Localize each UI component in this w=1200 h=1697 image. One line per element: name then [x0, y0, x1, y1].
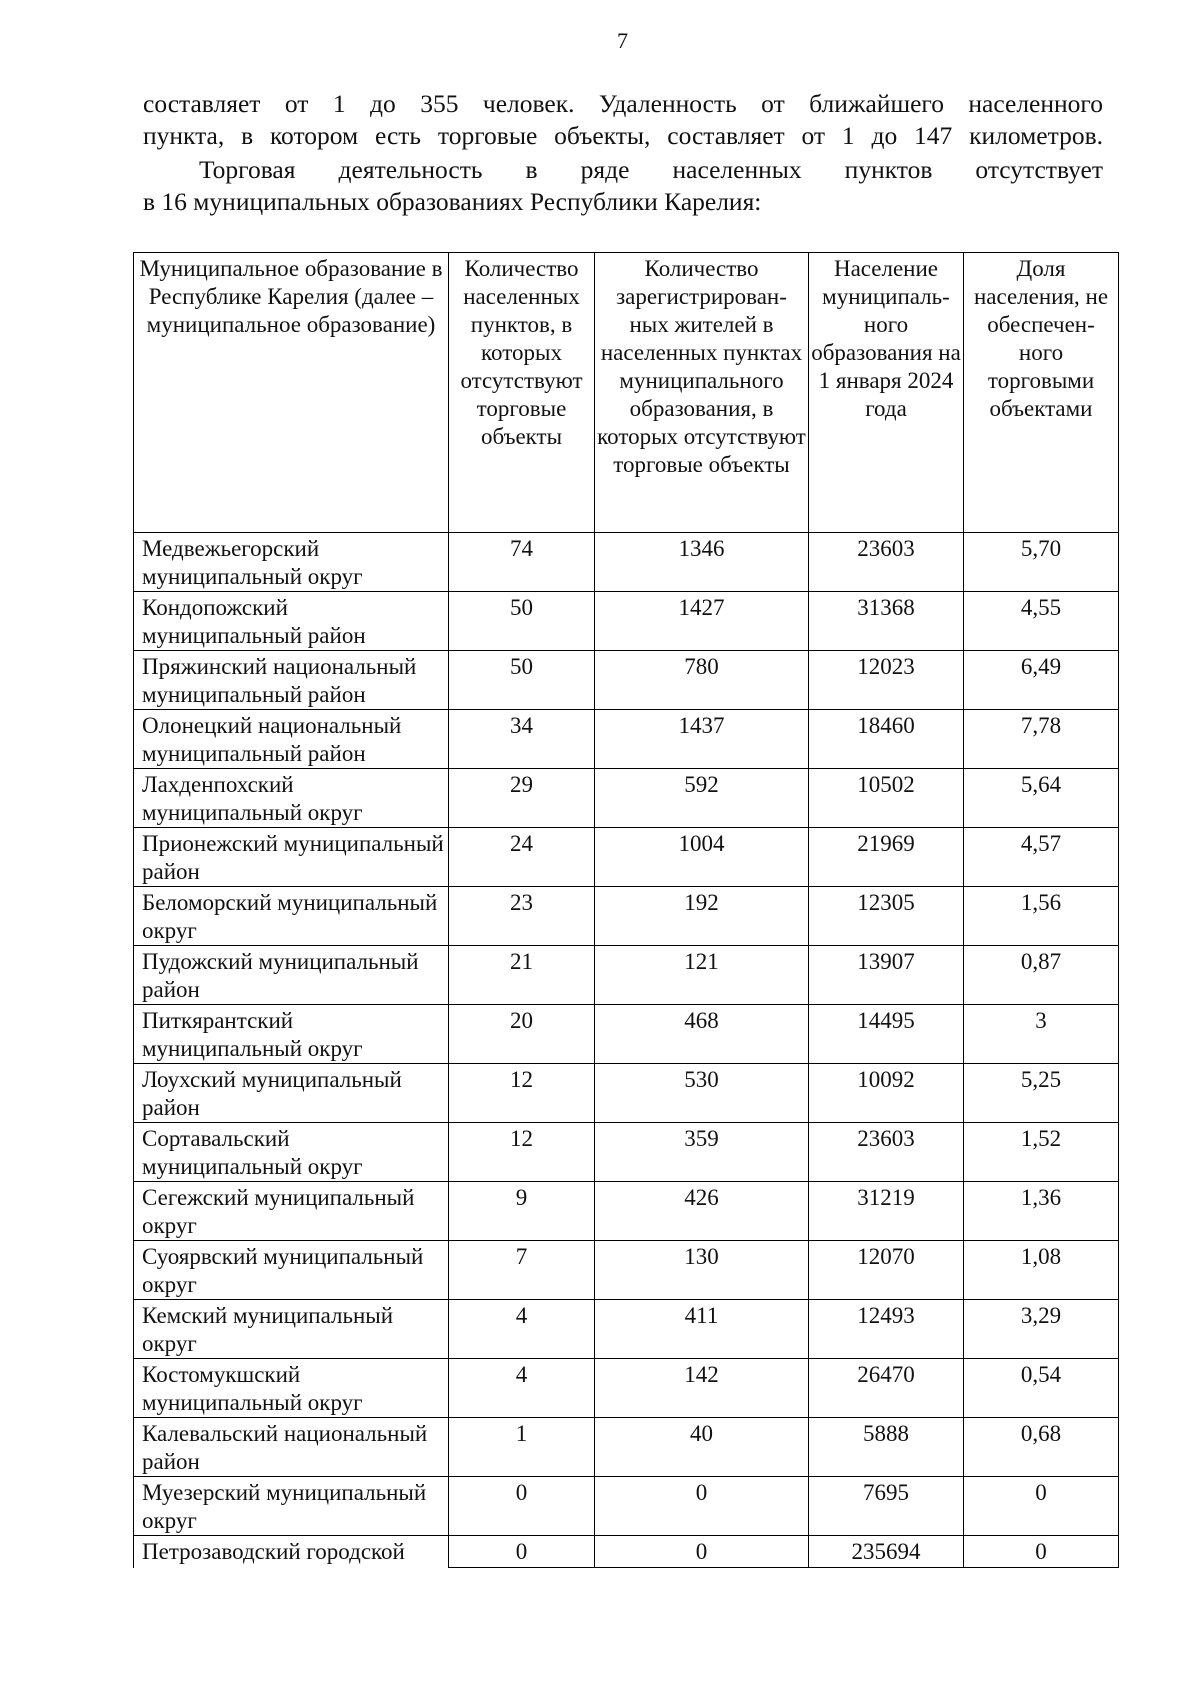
cell-settlements: 4 [449, 1300, 595, 1359]
cell-settlements: 7 [449, 1241, 595, 1300]
cell-share: 0 [964, 1477, 1119, 1536]
cell-municipality: Лоухский муниципальный район [134, 1064, 449, 1123]
cell-residents: 592 [595, 769, 809, 828]
paragraph-line: пункта, в котором есть торговые объекты, составляет от 1 до 147 километров. [143, 121, 1103, 150]
cell-residents: 780 [595, 651, 809, 710]
cell-residents: 142 [595, 1359, 809, 1418]
cell-share: 6,49 [964, 651, 1119, 710]
cell-population: 21969 [809, 828, 964, 887]
cell-population: 31368 [809, 592, 964, 651]
header-population: Население муниципаль-ного образования на 1 января 2024 года [809, 253, 964, 533]
cell-population: 12023 [809, 651, 964, 710]
table-row [134, 651, 1119, 710]
cell-settlements: 0 [449, 1477, 595, 1536]
cell-residents: 0 [595, 1477, 809, 1536]
table-row [134, 533, 1119, 592]
cell-share: 4,57 [964, 828, 1119, 887]
cell-population: 14495 [809, 1005, 964, 1064]
cell-population: 13907 [809, 946, 964, 1005]
cell-population: 31219 [809, 1182, 964, 1241]
table-row [134, 1005, 1119, 1064]
cell-population: 12305 [809, 887, 964, 946]
cell-settlements: 0 [449, 1536, 595, 1568]
cell-municipality: Сегежский муниципальный округ [134, 1182, 449, 1241]
cell-share: 1,52 [964, 1123, 1119, 1182]
cell-municipality: Суоярвский муниципальный округ [134, 1241, 449, 1300]
cell-population: 10092 [809, 1064, 964, 1123]
cell-settlements: 50 [449, 592, 595, 651]
cell-share: 1,36 [964, 1182, 1119, 1241]
cell-residents: 411 [595, 1300, 809, 1359]
paragraph-distance [143, 88, 1103, 152]
cell-residents: 130 [595, 1241, 809, 1300]
cell-share: 5,25 [964, 1064, 1119, 1123]
cell-settlements: 1 [449, 1418, 595, 1477]
cell-population: 12070 [809, 1241, 964, 1300]
page-number: 7 [617, 28, 628, 53]
cell-municipality: Костомукшский муниципальный округ [134, 1359, 449, 1418]
cell-settlements: 20 [449, 1005, 595, 1064]
cell-settlements: 23 [449, 887, 595, 946]
cell-municipality: Беломорский муниципальный округ [134, 887, 449, 946]
cell-residents: 0 [595, 1536, 809, 1568]
cell-municipality: Петрозаводский городской [134, 1536, 449, 1568]
cell-population: 23603 [809, 1123, 964, 1182]
cell-share: 7,78 [964, 710, 1119, 769]
header-residents: Количество зарегистрирован-ных жителей в населенных пунктах муниципального образования, в которых отсутствуют торговые объекты [595, 253, 809, 533]
cell-municipality: Калевальский национальный район [134, 1418, 449, 1477]
table-row [134, 1536, 1119, 1568]
cell-municipality: Пудожский муниципальный район [134, 946, 449, 1005]
table-row [134, 1182, 1119, 1241]
table-row [134, 592, 1119, 651]
table-row [134, 1064, 1119, 1123]
cell-municipality: Сортавальский муниципальный округ [134, 1123, 449, 1182]
table-body [134, 533, 1119, 1568]
cell-population: 7695 [809, 1477, 964, 1536]
cell-settlements: 4 [449, 1359, 595, 1418]
header-settlements: Количество населенных пунктов, в которых отсутствуют торговые объекты [449, 253, 595, 533]
table-row [134, 1359, 1119, 1418]
cell-share: 0,54 [964, 1359, 1119, 1418]
cell-municipality: Муезерский муниципальный округ [134, 1477, 449, 1536]
cell-settlements: 9 [449, 1182, 595, 1241]
cell-population: 10502 [809, 769, 964, 828]
cell-share: 1,56 [964, 887, 1119, 946]
cell-municipality: Пряжинский национальный муниципальный район [134, 651, 449, 710]
municipalities-table [133, 252, 1119, 1568]
cell-share: 5,64 [964, 769, 1119, 828]
table-row [134, 946, 1119, 1005]
table-header-row [134, 253, 1119, 533]
paragraph-trade-absence [143, 154, 1103, 218]
cell-municipality: Прионежский муниципальный район [134, 828, 449, 887]
cell-share: 0 [964, 1536, 1119, 1568]
cell-residents: 1004 [595, 828, 809, 887]
cell-share: 0,68 [964, 1418, 1119, 1477]
cell-residents: 192 [595, 887, 809, 946]
cell-municipality: Питкярантский муниципальный округ [134, 1005, 449, 1064]
cell-share: 5,70 [964, 533, 1119, 592]
cell-settlements: 29 [449, 769, 595, 828]
cell-settlements: 74 [449, 533, 595, 592]
header-municipality: Муниципальное образование в Республике Карелия (далее – муниципальное образование) [134, 253, 449, 533]
cell-settlements: 21 [449, 946, 595, 1005]
cell-settlements: 12 [449, 1064, 595, 1123]
cell-settlements: 50 [449, 651, 595, 710]
cell-population: 12493 [809, 1300, 964, 1359]
cell-residents: 121 [595, 946, 809, 1005]
table-row [134, 828, 1119, 887]
cell-municipality: Кемский муниципальный округ [134, 1300, 449, 1359]
table-row [134, 1300, 1119, 1359]
table-row [134, 1418, 1119, 1477]
header-share: Доля населения, не обеспечен-ного торговыми объектами [964, 253, 1119, 533]
cell-municipality: Кондопожский муниципальный район [134, 592, 449, 651]
cell-share: 1,08 [964, 1241, 1119, 1300]
paragraph-line: составляет от 1 до 355 человек. Удаленность от ближайшего населенного [143, 89, 1103, 118]
cell-residents: 530 [595, 1064, 809, 1123]
cell-share: 3,29 [964, 1300, 1119, 1359]
table-row [134, 1477, 1119, 1536]
cell-settlements: 24 [449, 828, 595, 887]
paragraph-line: Торговая деятельность в ряде населенных пунктов отсутствует [199, 155, 1103, 184]
cell-residents: 1427 [595, 592, 809, 651]
table-row [134, 887, 1119, 946]
cell-residents: 426 [595, 1182, 809, 1241]
cell-residents: 468 [595, 1005, 809, 1064]
cell-residents: 40 [595, 1418, 809, 1477]
cell-municipality: Медвежьегорский муниципальный округ [134, 533, 449, 592]
paragraph-line: в 16 муниципальных образованиях Республики Карелия: [143, 187, 762, 216]
table-row [134, 710, 1119, 769]
cell-population: 235694 [809, 1536, 964, 1568]
cell-residents: 1346 [595, 533, 809, 592]
cell-municipality: Лахденпохский муниципальный округ [134, 769, 449, 828]
cell-population: 18460 [809, 710, 964, 769]
cell-share: 4,55 [964, 592, 1119, 651]
cell-residents: 1437 [595, 710, 809, 769]
cell-population: 26470 [809, 1359, 964, 1418]
cell-municipality: Олонецкий национальный муниципальный район [134, 710, 449, 769]
cell-share: 3 [964, 1005, 1119, 1064]
cell-residents: 359 [595, 1123, 809, 1182]
table-row [134, 769, 1119, 828]
cell-settlements: 12 [449, 1123, 595, 1182]
table-row [134, 1241, 1119, 1300]
cell-settlements: 34 [449, 710, 595, 769]
cell-population: 23603 [809, 533, 964, 592]
cell-population: 5888 [809, 1418, 964, 1477]
table-row [134, 1123, 1119, 1182]
cell-share: 0,87 [964, 946, 1119, 1005]
